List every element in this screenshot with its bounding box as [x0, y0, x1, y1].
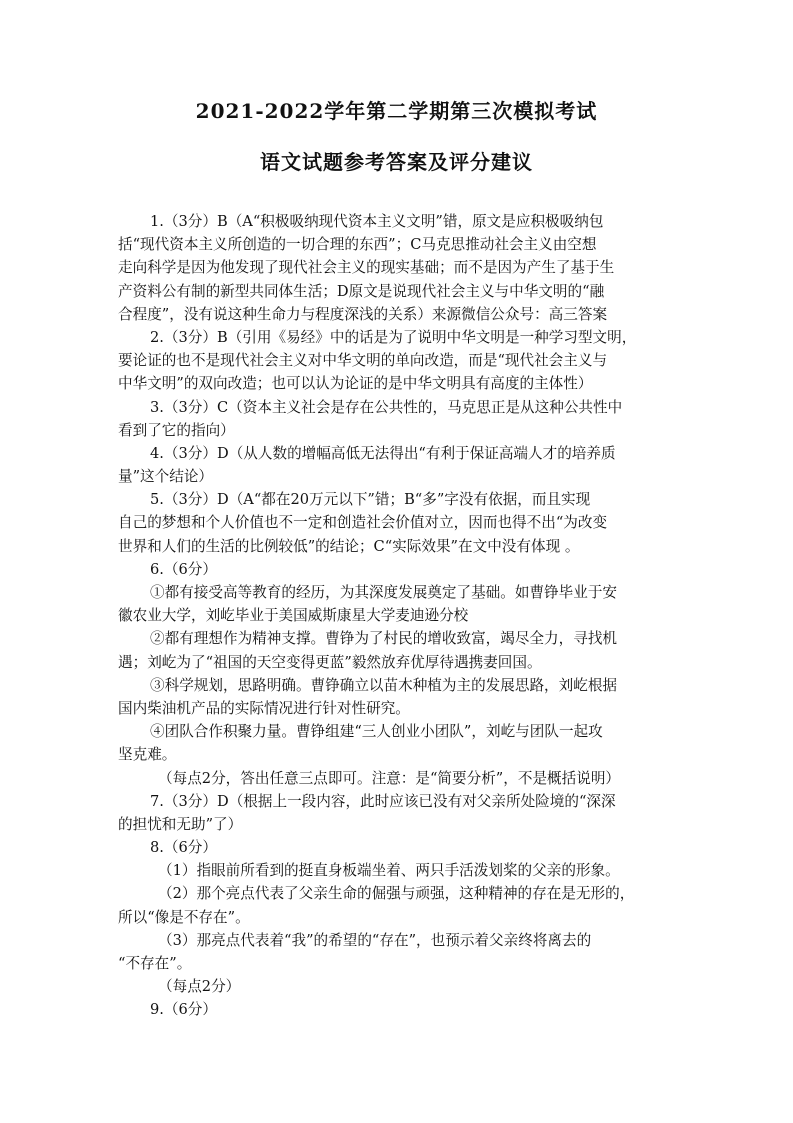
answer-line: 括“现代资本主义所创造的一切合理的东西”；C马克思推动社会主义由空想	[118, 236, 597, 254]
answer-line: 的担忧和无助”了）	[118, 815, 243, 833]
answer-line: 合程度”，没有说这种生命力与程度深浅的关系）来源微信公众号：高三答案	[118, 305, 608, 323]
answer-line: ③科学规划，思路明确。曹铮确立以苗木种植为主的发展思路，刘屹根据	[150, 676, 618, 694]
answer-line: 9.（6分）	[150, 1001, 217, 1019]
answer-line: 走向科学是因为他发现了现代社会主义的现实基础；而不是因为产生了基于生	[118, 259, 615, 277]
answer-line: 自己的梦想和个人价值也不一定和创造社会价值对立，因而也得不出“为改变	[118, 514, 608, 532]
answer-line: 看到了它的指向）	[118, 421, 235, 439]
answer-line: （1）指眼前所看到的挺直身板端坐着、两只手活泼划桨的父亲的形象。	[158, 862, 620, 880]
answer-line: （每点2分）	[158, 978, 241, 996]
document-title: 2021-2022学年第二学期第三次模拟考试	[195, 99, 598, 123]
answer-line: 8.（6分）	[150, 839, 217, 857]
answer-body	[118, 210, 683, 1022]
answer-line: 3.（3分）C（资本主义社会是存在公共性的，马克思正是从这种公共性中	[150, 398, 623, 416]
answer-line: （每点2分，答出任意三点即可。注意：是“简要分析”，不是概括说明）	[158, 769, 621, 787]
answer-line: 所以“像是不存在”。	[118, 908, 250, 926]
answer-line: 国内柴油机产品的实际情况进行针对性研究。	[118, 699, 410, 717]
answer-line: 世界和人们的生活的比例较低”的结论；C“实际效果”在文中没有体现 。	[118, 537, 580, 555]
answer-line: “不存在”。	[118, 955, 192, 972]
answer-line: 量”这个结论）	[118, 468, 214, 486]
answer-line: 中华文明”的双向改造；也可以认为论证的是中华文明具有高度的主体性）	[118, 375, 593, 393]
answer-line: 徽农业大学，刘屹毕业于美国威斯康星大学麦迪逊分校	[118, 607, 469, 625]
answer-line: 遇；刘屹为了“祖国的天空变得更蓝”毅然放弃优厚待遇携妻回国。	[118, 653, 542, 671]
document-subtitle: 语文试题参考答案及评分建议	[260, 150, 533, 174]
answer-line: 1.（3分）B（A“积极吸纳现代资本主义文明”错，原文是应积极吸纳包	[150, 213, 604, 230]
answer-line: 4.（3分）D（从人数的增幅高低无法得出“有利于保证高端人才的培养质	[150, 444, 616, 462]
answer-line: 6.（6分）	[150, 560, 217, 578]
answer-line: 2.（3分）B（引用《易经》中的话是为了说明中华文明是一种学习型文明，	[150, 328, 637, 346]
answer-line: 5.（3分）D（A“都在20万元以下”错；B“多”字没有依据，而且实现	[150, 491, 591, 509]
answer-line: （2）那个亮点代表了父亲生命的倔强与顽强，这种精神的存在是无形的，	[158, 885, 635, 903]
answer-line: ②都有理想作为精神支撑。曹铮为了村民的增收致富，竭尽全力，寻找机	[150, 630, 618, 648]
answer-line: 7.（3分）D（根据上一段内容，此时应该已没有对父亲所处险境的“深深	[150, 792, 616, 810]
answer-line: 要论证的也不是现代社会主义对中华文明的单向改造，而是“现代社会主义与	[118, 352, 608, 370]
answer-line: 产资料公有制的新型共同体生活；D原文是说现代社会主义与中华文明的“融	[118, 282, 605, 300]
answer-line: ④团队合作积聚力量。曹铮组建“三人创业小团队”，刘屹与团队一起攻	[150, 723, 603, 741]
answer-line: ①都有接受高等教育的经历，为其深度发展奠定了基础。如曹铮毕业于安	[150, 584, 618, 601]
answer-line: （3）那亮点代表着“我”的希望的“存在”，也预示着父亲终将离去的	[158, 931, 592, 949]
answer-line: 坚克难。	[118, 746, 177, 764]
